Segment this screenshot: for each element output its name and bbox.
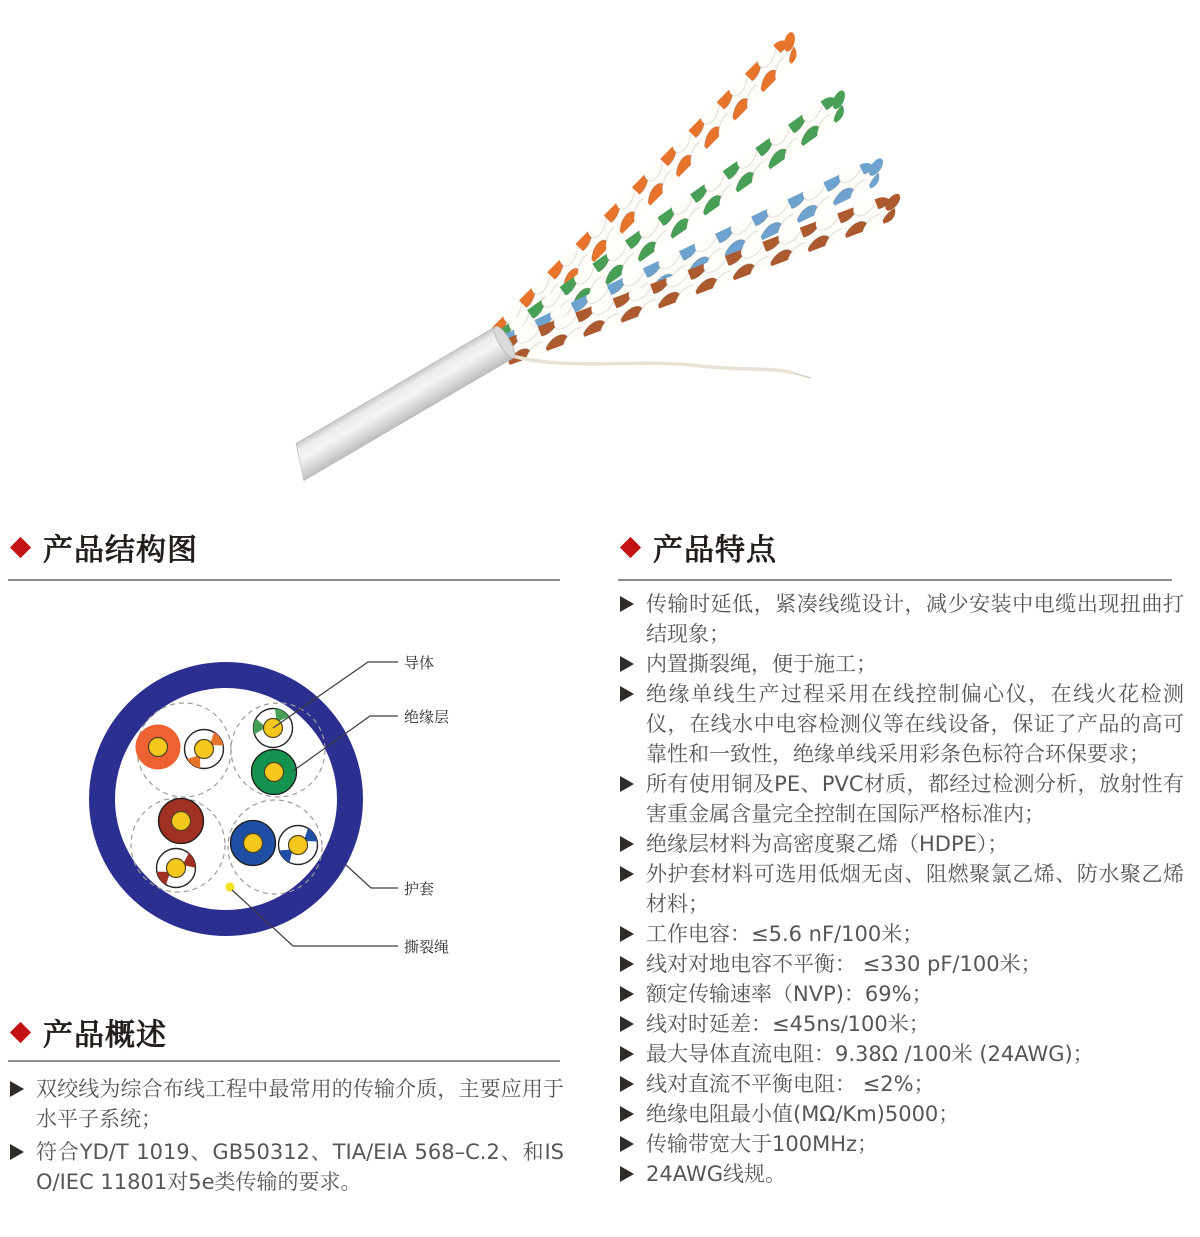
- triangle-bullet-icon: [620, 686, 634, 702]
- feature-item-text: 传输带宽大于100MHz；: [646, 1132, 879, 1156]
- feature-item: [618, 589, 1184, 649]
- label-sheath: 护套: [404, 880, 435, 898]
- triangle-bullet-icon: [620, 836, 634, 852]
- feature-item: [618, 919, 1184, 949]
- feature-item-text: 外护套材料可选用低烟无卤、阻燃聚氯乙烯、防水聚乙烯材料；: [646, 862, 1184, 916]
- diamond-icon: [620, 536, 641, 557]
- triangle-bullet-icon: [620, 776, 634, 792]
- utp-cable-photo: [0, 0, 1200, 500]
- feature-item: [618, 649, 1184, 679]
- diamond-icon: [10, 536, 31, 557]
- section-header-features: [618, 528, 777, 566]
- triangle-bullet-icon: [10, 1081, 24, 1097]
- overview-section-title: 产品概述: [43, 1018, 167, 1053]
- feature-item-text: 线对对地电容不平衡： ≤330 pF/100米；: [646, 952, 1042, 976]
- feature-item: [618, 769, 1184, 829]
- features-section-divider: [618, 579, 1172, 581]
- triangle-bullet-icon: [620, 956, 634, 972]
- triangle-bullet-icon: [620, 1136, 634, 1152]
- feature-item: [618, 1039, 1184, 1069]
- overview-item-text: 双绞线为综合布线工程中最常用的传输介质，主要应用于水平子系统；: [36, 1077, 564, 1131]
- triangle-bullet-icon: [620, 926, 634, 942]
- ripcord-dot: [226, 883, 235, 892]
- feature-item-text: 24AWG线规。: [646, 1162, 786, 1186]
- triangle-bullet-icon: [620, 1046, 634, 1062]
- feature-item-text: 绝缘层材料为高密度聚乙烯（HDPE）；: [646, 832, 1009, 856]
- feature-item: [618, 679, 1184, 769]
- overview-item: [8, 1074, 564, 1134]
- feature-item-text: 所有使用铜及PE、PVC材质，都经过检测分析，放射性有害重金属含量完全控制在国际严格标准内；: [646, 772, 1184, 826]
- structure-section-title: 产品结构图: [43, 533, 198, 568]
- feature-item-text: 线对直流不平衡电阻： ≤2%；: [646, 1072, 935, 1096]
- feature-item-text: 线对时延差：≤45ns/100米；: [646, 1012, 930, 1036]
- feature-item: [618, 1069, 1184, 1099]
- feature-item-text: 绝缘单线生产过程采用在线控制偏心仪，在线火花检测仪，在线水中电容检测仪等在线设备，保证了产品的高可靠性和一致性，绝缘单线采用彩条色标符合环保要求；: [646, 682, 1184, 766]
- label-insulation: 绝缘层: [404, 708, 450, 726]
- feature-item-text: 内置撕裂绳，便于施工；: [646, 652, 877, 676]
- wire-white-maroon: [155, 849, 197, 888]
- feature-item: [618, 949, 1184, 979]
- triangle-bullet-icon: [620, 656, 634, 672]
- cable-jacket: [286, 324, 519, 481]
- wire-green-solid: [252, 750, 297, 795]
- feature-item-text: 绝缘电阻最小值(MΩ/Km)5000；: [646, 1102, 960, 1126]
- feature-item-text: 最大导体直流电阻：9.38Ω /100米 (24AWG)；: [646, 1042, 1094, 1066]
- feature-item: [618, 1159, 1184, 1189]
- feature-item-text: 传输时延低，紧凑线缆设计，减少安装中电缆出现扭曲打结现象；: [646, 592, 1184, 646]
- label-ripcord: 撕裂绳: [404, 938, 450, 956]
- ripcord-string: [506, 354, 811, 378]
- wire-white-blue: [278, 826, 319, 865]
- feature-item: [618, 1009, 1184, 1039]
- triangle-bullet-icon: [620, 866, 634, 882]
- section-header-overview: [8, 1013, 167, 1051]
- overview-item: [8, 1137, 564, 1197]
- section-header-structure: [8, 528, 198, 566]
- triangle-bullet-icon: [620, 1016, 634, 1032]
- feature-item: [618, 1099, 1184, 1129]
- triangle-bullet-icon: [620, 596, 634, 612]
- overview-list: [8, 1074, 564, 1200]
- structure-section-divider: [8, 579, 560, 581]
- diamond-icon: [10, 1021, 31, 1042]
- triangle-bullet-icon: [620, 1076, 634, 1092]
- wire-blue-solid: [231, 821, 276, 866]
- triangle-bullet-icon: [620, 1106, 634, 1122]
- triangle-bullet-icon: [620, 986, 634, 1002]
- feature-item: [618, 979, 1184, 1009]
- overview-section-divider: [8, 1060, 560, 1062]
- feature-item: [618, 859, 1184, 919]
- features-section-title: 产品特点: [653, 533, 777, 568]
- triangle-bullet-icon: [620, 1166, 634, 1182]
- overview-item-text: 符合YD/T 1019、GB50312、TIA/EIA 568–C.2、和ISO/IEC 11801对5e类传输的要求。: [36, 1140, 564, 1194]
- label-conductor: 导体: [404, 654, 435, 672]
- features-list: [618, 589, 1184, 1189]
- feature-item: [618, 829, 1184, 859]
- wire-orange-solid: [136, 725, 181, 770]
- feature-item: [618, 1129, 1184, 1159]
- triangle-bullet-icon: [10, 1144, 24, 1160]
- cable-cross-section-diagram: [40, 615, 540, 1005]
- wire-maroon-solid: [159, 799, 204, 844]
- feature-item-text: 额定传输速率（NVP)：69%；: [646, 982, 933, 1006]
- leader-line-sheath: [346, 865, 398, 888]
- feature-item-text: 工作电容：≤5.6 nF/100米；: [646, 922, 924, 946]
